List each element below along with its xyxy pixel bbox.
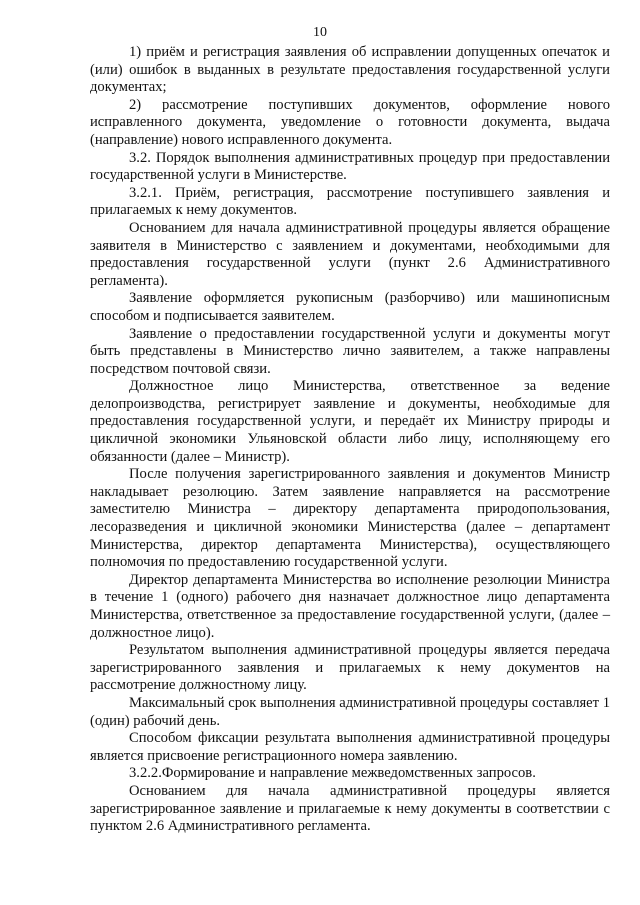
paragraph: Заявление оформляется рукописным (разборчиво) или машинописным способом и подписывается заявителем.	[90, 290, 610, 324]
paragraph: Должностное лицо Министерства, ответственное за ведение делопроизводства, регистрирует заявление и документы, необходимые для предоставления государственной услуги, и передаёт их Министру природы и цикличной экономики Ульяновской области либо лицу, исполняющему его обязанности (далее – Министр).	[90, 378, 610, 465]
paragraph: После получения зарегистрированного заявления и документов Министр накладывает резолюцию. Затем заявление направляется на рассмотрение заместителю Министра – директору департамента природопользования, лесоразведения и цикличной экономики Министерства (далее – департамент Министерства, директор департамента Министерства), осуществляющего полномочия по предоставлению государственной услуги.	[90, 466, 610, 571]
paragraph: Максимальный срок выполнения административной процедуры составляет 1 (один) рабочий день.	[90, 694, 610, 729]
paragraph: Результатом выполнения административной процедуры является передача зарегистрированного заявления и прилагаемых к нему документов на рассмотрение должностному лицу.	[90, 642, 610, 694]
paragraph: Заявление о предоставлении государственной услуги и документы могут быть представлены в Министерство лично заявителем, а также направлены посредством почтовой связи.	[90, 325, 610, 377]
paragraph: Основанием для начала административной процедуры является обращение заявителя в Министерство с заявлением и документами, необходимыми для предоставления государственной услуги (пункт 2.6 Административного регламента).	[90, 219, 610, 289]
paragraph: Директор департамента Министерства во исполнение резолюции Министра в течение 1 (одного) рабочего дня назначает должностное лицо департамента Министерства, ответственное за предоставление государственной услуги, (далее – должностное лицо).	[90, 571, 610, 641]
paragraph-item-1: 1) приём и регистрация заявления об исправлении допущенных опечаток и (или) ошибок в выданных в результате предоставления государственной услуги документах;	[90, 44, 610, 96]
paragraph: Основанием для начала административной процедуры является зарегистрированное заявление и прилагаемые к нему документы в соответствии с пунктом 2.6 Административного регламента.	[90, 782, 610, 835]
paragraph: Способом фиксации результата выполнения административной процедуры является присвоение регистрационного номера заявлению.	[90, 730, 610, 764]
page-number: 10	[313, 25, 327, 40]
paragraph-item-2: 2) рассмотрение поступивших документов, оформление нового исправленного документа, уведомление о готовности документа, выдача (направление) нового исправленного документа.	[90, 96, 610, 148]
subsection-heading-3-2-1: 3.2.1. Приём, регистрация, рассмотрение поступившего заявления и прилагаемых к нему документов.	[90, 184, 610, 219]
subsection-heading-3-2-2: 3.2.2.Формирование и направление межведомственных запросов.	[129, 765, 536, 782]
section-heading-3-2: 3.2. Порядок выполнения административных процедур при предоставлении государственной услуги в Министерстве.	[90, 149, 610, 184]
document-body	[90, 44, 610, 836]
